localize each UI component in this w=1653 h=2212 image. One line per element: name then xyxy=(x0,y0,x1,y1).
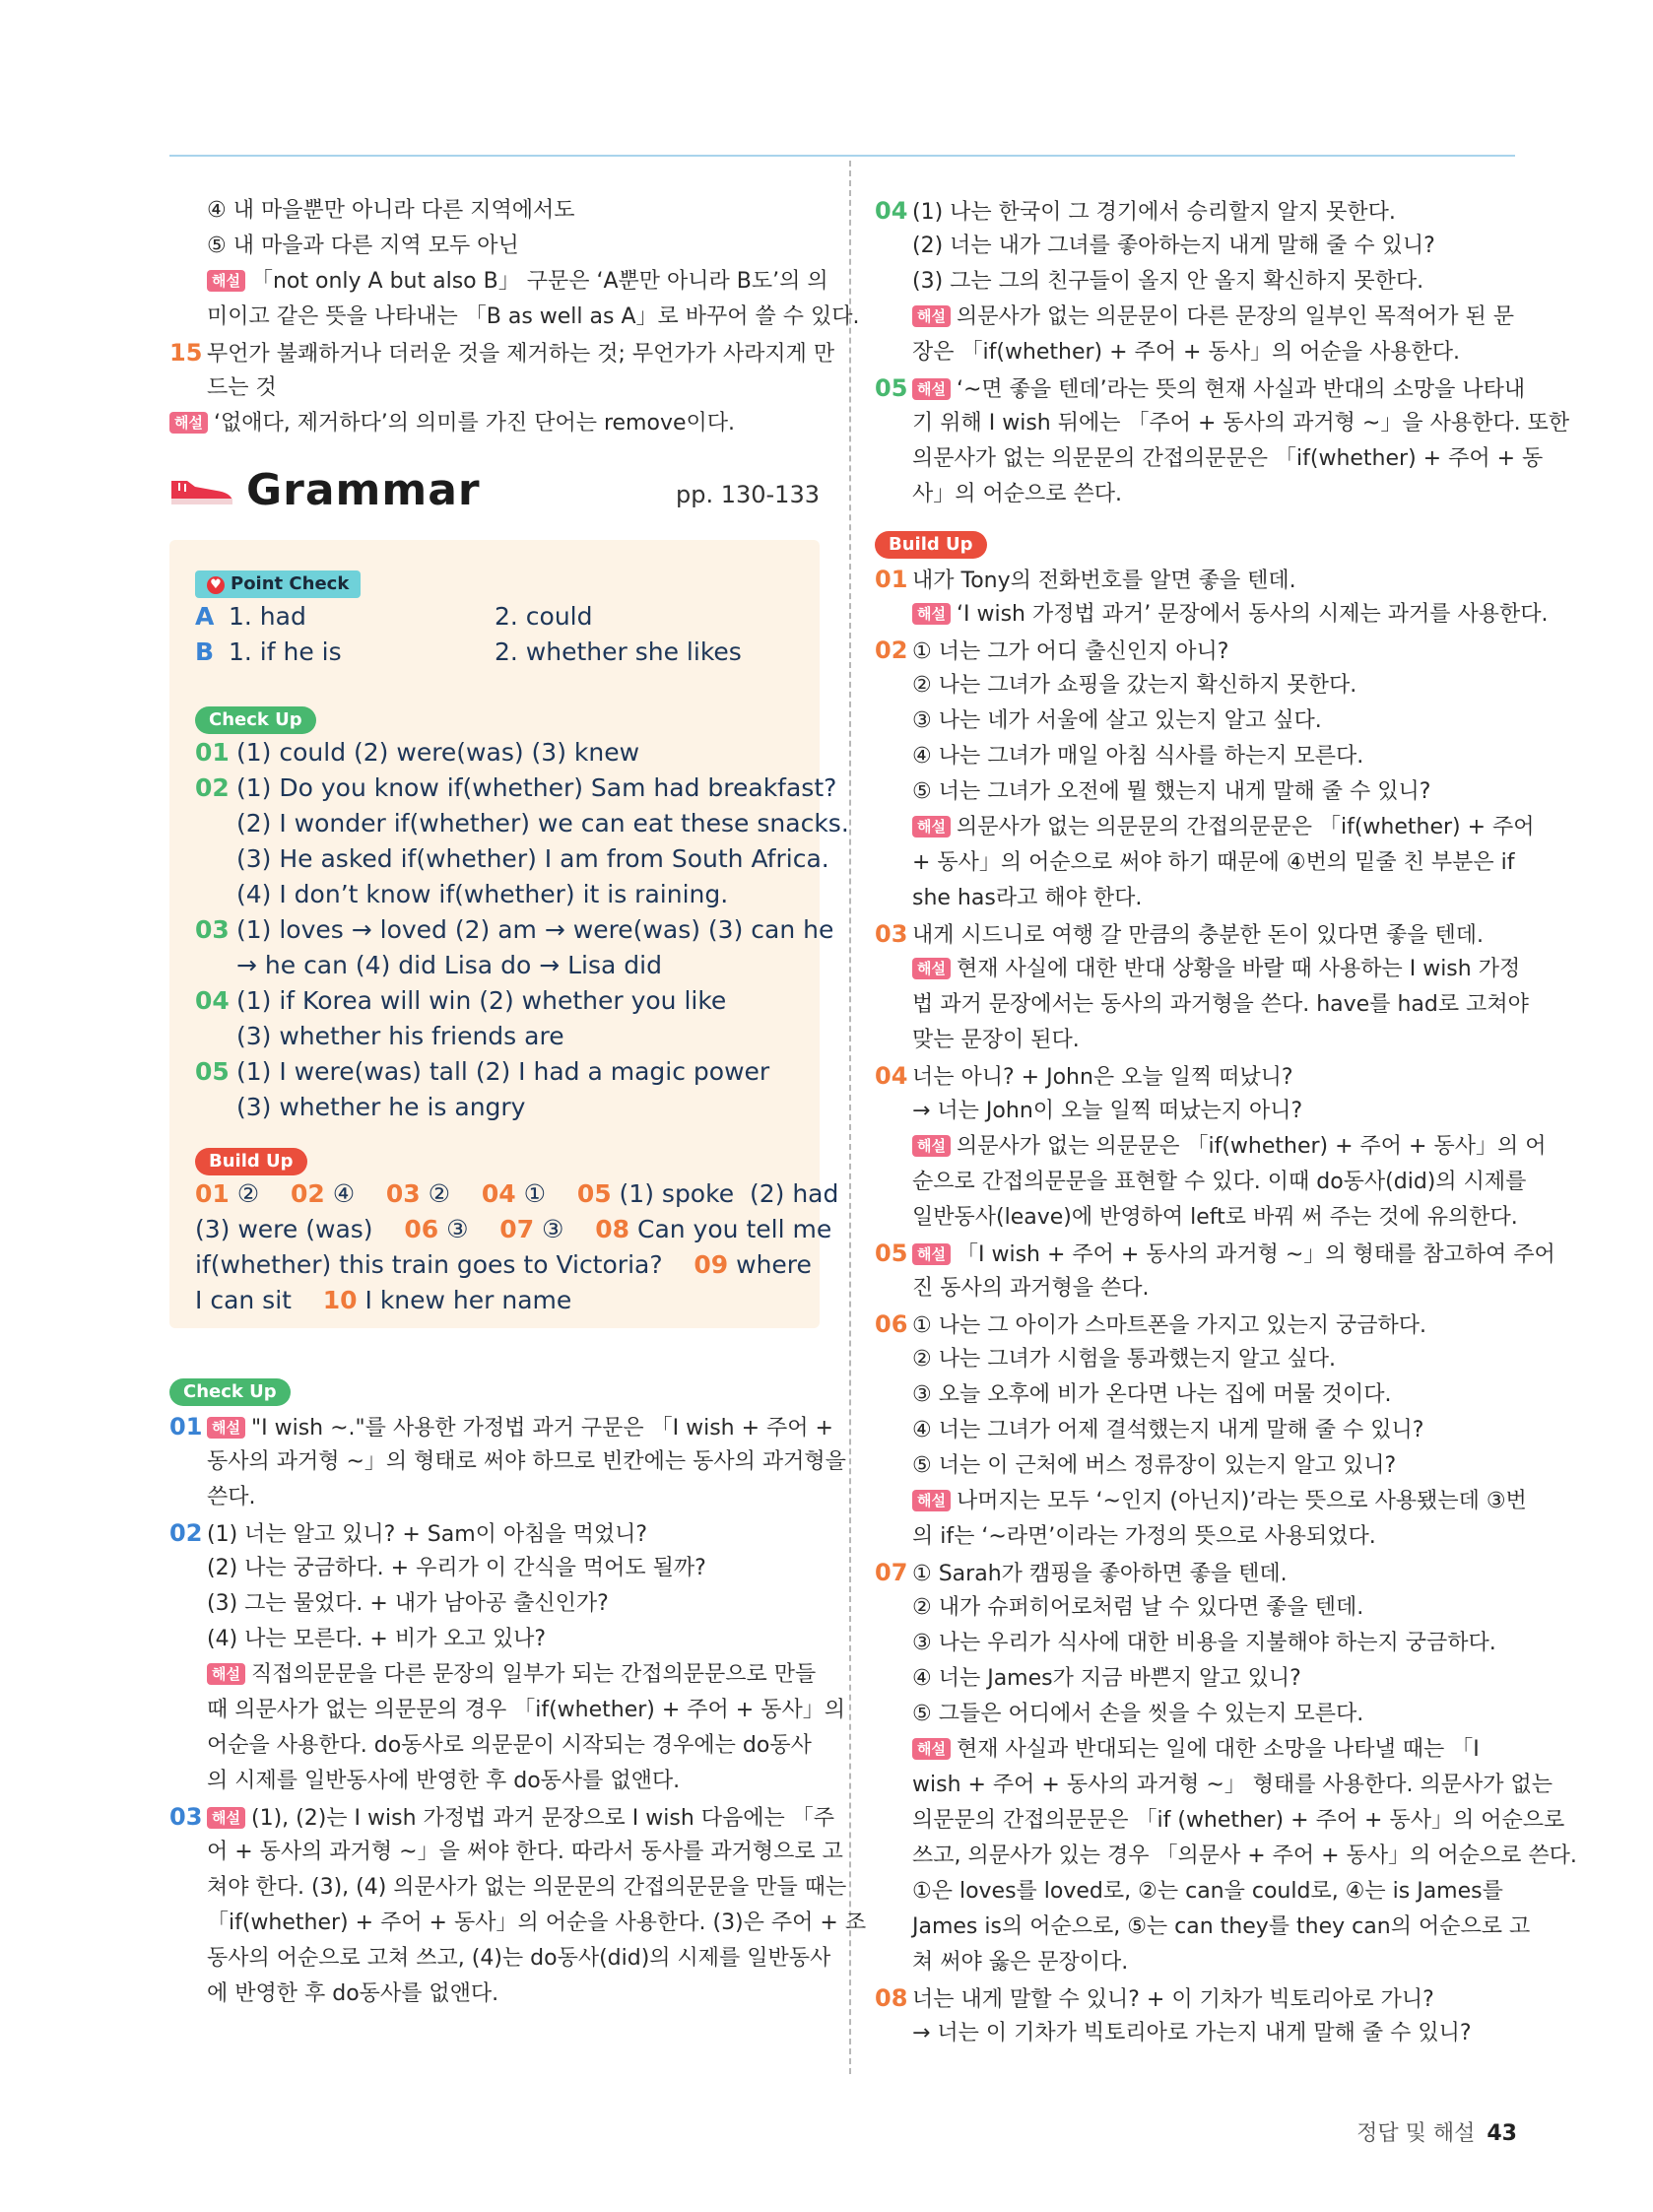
line-text: (1), (2)는 I wish 가정법 과거 문장으로 I wish 다음에는 「주 xyxy=(250,1806,835,1831)
explanation-tag: 해설 xyxy=(912,1738,951,1760)
text-line xyxy=(875,1129,1547,1165)
text-line xyxy=(875,1307,1517,1342)
text-line xyxy=(875,881,1517,916)
line-text: 의 if는 ‘~라면’이라는 가정의 뜻으로 사용되었다. xyxy=(912,1524,1376,1549)
text-line xyxy=(875,1839,1577,1874)
line-text: 동사의 어순으로 고쳐 쓰고, (4)는 do동사(did)의 시제를 일반동사 xyxy=(207,1946,831,1971)
build-up-answer-row xyxy=(195,1247,812,1283)
check-up-explanations-header xyxy=(169,1374,820,1409)
intro-line: ⑤ 내 마을과 다른 지역 모두 아닌 xyxy=(207,234,519,258)
check-up-explanations xyxy=(169,1409,867,2012)
text-line xyxy=(875,1377,1517,1413)
text-line xyxy=(875,1945,1517,1980)
line-text: 쓴다. xyxy=(207,1485,256,1509)
answer-text: ③ xyxy=(438,1215,500,1243)
build-up-answers xyxy=(195,1176,839,1318)
answer-text: ③ xyxy=(534,1215,596,1243)
item-number: 07 xyxy=(499,1215,535,1243)
text-line xyxy=(875,1413,1517,1448)
line-text: 너는 아니? + John은 오늘 일찍 떠났니? xyxy=(912,1065,1293,1090)
intro-explanation: 해설 「not only A but also B」 구문은 ‘A뿐만 아니라 B도’의 의 xyxy=(169,264,820,300)
check-up-answer xyxy=(195,1090,794,1125)
line-text: 쓰고, 의문사가 있는 경우 「의문사 + 주어 + 동사」의 어순으로 쓴다. xyxy=(912,1843,1577,1868)
explanation-tag: 해설 xyxy=(912,305,951,327)
answer-text: (1) if Korea will win (2) whether you like xyxy=(236,986,727,1015)
item-number: 05 xyxy=(195,1057,230,1086)
line-text: 어 + 동사의 과거형 ~」을 써야 한다. 따라서 동사를 과거형으로 고 xyxy=(207,1840,843,1864)
item-number: 06 xyxy=(875,1310,908,1338)
explanation-tag: 해설 xyxy=(207,1417,245,1439)
line-text: ④ 나는 그녀가 매일 아침 식사를 하는지 모른다. xyxy=(912,744,1364,769)
text-line xyxy=(875,1910,1531,1945)
line-text: ⑤ 너는 그녀가 오전에 뭘 했는지 내게 말해 줄 수 있니? xyxy=(912,779,1431,804)
build-up-explanations xyxy=(875,562,1577,2051)
text-line xyxy=(875,774,1517,810)
check-up-badge: Check Up xyxy=(195,706,316,734)
item-number: 04 xyxy=(875,1062,908,1090)
line-text: ①은 loves를 loved로, ②는 can을 could로, ④는 is James를 xyxy=(912,1879,1503,1904)
text-line xyxy=(169,1586,820,1622)
text-line xyxy=(875,229,1517,264)
check-up-answer xyxy=(195,983,794,1019)
answer-text: (1) loves → loved (2) am → were(was) (3) can he xyxy=(236,915,834,944)
line-text: 어순을 사용한다. do동사로 의문문이 시작되는 경우에는 do동사 xyxy=(207,1733,812,1758)
line-text: → 너는 이 기차가 빅토리아로 가는지 내게 말해 줄 수 있니? xyxy=(912,2021,1472,2045)
item-number: 01 xyxy=(875,566,908,593)
item-number: 05 xyxy=(875,1240,908,1267)
line-text: ① Sarah가 캠핑을 좋아하면 좋을 텐데. xyxy=(912,1562,1288,1586)
check-up-answer xyxy=(195,1054,794,1090)
item-number: 04 xyxy=(195,986,230,1015)
top-rule xyxy=(169,155,1515,157)
point-check-badge: ♥ Point Check xyxy=(195,570,361,598)
page-number: 43 xyxy=(1487,2121,1517,2146)
explanation-tag: 해설 xyxy=(912,603,951,625)
line-text: 「if(whether) + 주어 + 동사」의 어순을 사용한다. (3)은 주어 + 조 xyxy=(207,1910,867,1935)
explanation-tag: 해설 xyxy=(169,412,208,434)
line-text: 때 의문사가 없는 의문문의 경우 「if(whether) + 주어 + 동사」의 xyxy=(207,1698,845,1722)
text-line xyxy=(875,597,1549,633)
check-up-answer xyxy=(195,912,834,948)
grammar-section-header xyxy=(169,451,820,540)
text-line xyxy=(169,1977,820,2012)
line-text: (1) 나는 한국이 그 경기에서 승리할지 알지 못한다. xyxy=(912,200,1396,225)
text-line xyxy=(169,1622,820,1657)
answer-text: (3) whether he is angry xyxy=(236,1093,526,1121)
line-text: (2) 나는 궁금하다. + 우리가 이 간식을 먹어도 될까? xyxy=(207,1556,706,1580)
item-number: 05 xyxy=(576,1179,612,1208)
line-text: 의문문의 간접의문문은 「if (whether) + 주어 + 동사」의 어순으로 xyxy=(912,1808,1565,1833)
line-text: 진 동사의 과거형을 쓴다. xyxy=(912,1276,1150,1301)
text-line xyxy=(875,1484,1527,1519)
text-line xyxy=(875,370,1526,406)
line-text: → 너는 John이 오늘 일찍 떠났는지 아니? xyxy=(912,1099,1303,1123)
text-line xyxy=(875,2016,1517,2051)
text-line xyxy=(875,477,1517,512)
text-line xyxy=(875,987,1529,1023)
text-line xyxy=(875,335,1517,370)
explanation-tag: 해설 xyxy=(207,1663,245,1685)
text-line xyxy=(875,193,1517,229)
check-up-answer xyxy=(195,771,837,806)
check-up-badge: Check Up xyxy=(169,1378,291,1406)
answer-text: (1) Do you know if(whether) Sam had breakfast? xyxy=(236,773,837,802)
line-text: 맞는 문장이 된다. xyxy=(912,1028,1080,1052)
line-text: 사」의 어순으로 쓴다. xyxy=(912,482,1122,506)
line-text: 순으로 간접의문문을 표현할 수 있다. 이때 do동사(did)의 시제를 xyxy=(912,1170,1527,1194)
check-up-header xyxy=(195,700,794,735)
check-up-answer xyxy=(195,948,794,983)
answer-text: where xyxy=(728,1250,812,1279)
text-line xyxy=(875,1803,1565,1839)
line-text: 쳐 써야 옳은 문장이다. xyxy=(912,1950,1129,1975)
explanation-tag: 해설 xyxy=(912,1490,951,1511)
line-text: 현재 사실에 대한 반대 상황을 바랄 때 사용하는 I wish 가정 xyxy=(956,957,1521,981)
explanation-tag: 해설 xyxy=(912,378,951,400)
text-line xyxy=(169,1799,835,1835)
answer-text: ④ xyxy=(324,1179,386,1208)
line-text: 내가 Tony의 전화번호를 알면 좋을 텐데. xyxy=(912,569,1296,593)
text-line xyxy=(169,1941,831,1977)
line-text: ‘I wish 가정법 과거’ 문장에서 동사의 시제는 과거를 사용한다. xyxy=(956,602,1549,627)
line-text: ② 나는 그녀가 쇼핑을 갔는지 확신하지 못한다. xyxy=(912,673,1357,698)
page-range: pp. 130-133 xyxy=(675,481,820,508)
text-line xyxy=(875,1626,1517,1661)
line-text: James is의 어순으로, ⑤는 can they를 they can의 어순으로 고 xyxy=(912,1914,1531,1939)
line-text: (3) 그는 그의 친구들이 올지 안 올지 확신하지 못한다. xyxy=(912,269,1424,294)
line-text: 기 위해 I wish 뒤에는 「주어 + 동사의 과거형 ~」을 사용한다. 또한 xyxy=(912,411,1570,436)
build-up-answer-row xyxy=(195,1283,794,1318)
build-up-badge: Build Up xyxy=(875,531,987,559)
item-number: 01 xyxy=(169,1413,203,1441)
text-line xyxy=(169,1693,845,1728)
answer-text: ① xyxy=(515,1179,577,1208)
check-up-answer xyxy=(195,841,829,877)
footer-label: 정답 및 해설 xyxy=(1356,2121,1476,2146)
text-line xyxy=(875,845,1517,881)
right-column xyxy=(875,193,1577,2051)
text-line xyxy=(875,810,1535,845)
explanation-tag: 해설 xyxy=(912,816,951,838)
line-text: (1) 너는 알고 있니? + Sam이 아침을 먹었니? xyxy=(207,1522,648,1547)
line-text: 나머지는 모두 ‘~인지 (아닌지)’라는 뜻으로 사용됐는데 ③번 xyxy=(956,1489,1527,1513)
answer-text: Can you tell me xyxy=(629,1215,832,1243)
text-line xyxy=(875,704,1517,739)
answer-text: → he can (4) did Lisa do → Lisa did xyxy=(236,951,662,979)
text-line xyxy=(169,1906,867,1941)
item-number: 05 xyxy=(875,374,908,402)
line-text: "I wish ~."를 사용한 가정법 과거 구문은 「I wish + 주어 + xyxy=(250,1416,833,1441)
item-number: 04 xyxy=(875,197,908,225)
item-number: 03 xyxy=(169,1803,203,1831)
line-text: 일반동사(leave)에 반영하여 left로 바꿔 써 주는 것에 유의한다. xyxy=(912,1205,1518,1230)
text-line xyxy=(875,1165,1527,1200)
line-text: 장은 「if(whether) + 주어 + 동사」의 어순을 사용한다. xyxy=(912,340,1460,365)
text-line xyxy=(875,1661,1517,1697)
text-line xyxy=(875,1980,1517,2016)
answer-text: (2) I wonder if(whether) we can eat these snacks. xyxy=(236,809,849,838)
explanation-tag: 해설 xyxy=(912,1243,951,1265)
item-number: 15 xyxy=(169,339,203,367)
text-line xyxy=(169,1444,846,1480)
answer-box xyxy=(169,540,849,1328)
item-number: 08 xyxy=(595,1215,630,1243)
page-footer xyxy=(1356,2116,1517,2147)
line-text: 의 시제를 일반동사에 반영한 후 do동사를 없앤다. xyxy=(207,1769,681,1793)
answer-text: (3) whether his friends are xyxy=(236,1022,564,1050)
line-text: (2) 너는 내가 그녀를 좋아하는지 내게 말해 줄 수 있니? xyxy=(912,234,1435,258)
text-line xyxy=(875,1023,1517,1058)
text-line xyxy=(875,1236,1555,1271)
line-text: 「I wish + 주어 + 동사의 과거형 ~」의 형태를 참고하여 주어 xyxy=(956,1242,1555,1267)
text-line xyxy=(875,952,1521,987)
item-number: 10 xyxy=(322,1286,358,1314)
line-text: 의문사가 없는 의문문은 「if(whether) + 주어 + 동사」의 어 xyxy=(956,1134,1547,1159)
text-line xyxy=(169,1835,843,1870)
line-text: 의문사가 없는 의문문이 다른 문장의 일부인 목적어가 된 문 xyxy=(956,304,1514,329)
text-line xyxy=(875,1874,1517,1910)
line-text: she has라고 해야 한다. xyxy=(912,886,1143,910)
item-number: 02 xyxy=(169,1519,203,1547)
line-text: 의문사가 없는 의문문의 간접의문문은 「if(whether) + 주어 + 동 xyxy=(912,446,1544,471)
text-line xyxy=(875,1200,1517,1236)
line-text: ② 내가 슈퍼히어로처럼 날 수 있다면 좋을 텐데. xyxy=(912,1595,1364,1620)
item-number: 03 xyxy=(195,915,230,944)
answer-text: (1) could (2) were(was) (3) knew xyxy=(236,738,640,767)
build-up-explanations-header xyxy=(875,526,1517,562)
explanation-tag: 해설 xyxy=(207,1807,245,1829)
explanation-tag: 해설 xyxy=(912,958,951,979)
line-text: 쳐야 한다. (3), (4) 의문사가 없는 의문문의 간접의문문을 만들 때는 xyxy=(207,1875,847,1900)
line-text: 내게 시드니로 여행 갈 만큼의 충분한 돈이 있다면 좋을 텐데. xyxy=(912,923,1484,948)
text-line xyxy=(875,668,1517,704)
explanation-tag: 해설 xyxy=(912,1135,951,1157)
check-up-explanations-cont xyxy=(875,193,1570,512)
line-text: + 동사」의 어순으로 써야 하기 때문에 ④번의 밑줄 친 부분은 if xyxy=(912,850,1515,875)
heart-icon: ♥ xyxy=(207,576,225,594)
check-up-answer xyxy=(195,806,849,841)
point-check-row: B 1. if he is 2. whether she likes xyxy=(195,637,742,666)
line-text: (4) 나는 모른다. + 비가 오고 있나? xyxy=(207,1627,546,1651)
line-text: 에 반영한 후 do동사를 없앤다. xyxy=(207,1981,499,2006)
answer-text: (1) I were(was) tall (2) I had a magic power xyxy=(236,1057,770,1086)
line-text: ④ 너는 James가 지금 바쁜지 알고 있니? xyxy=(912,1666,1301,1691)
text-line xyxy=(875,300,1517,335)
text-line xyxy=(169,1764,820,1799)
text-line xyxy=(875,264,1517,300)
item-number: 07 xyxy=(875,1559,908,1586)
text-line xyxy=(169,1657,820,1693)
line-text: 동사의 과거형 ~」의 형태로 써야 하므로 빈칸에는 동사의 과거형을 xyxy=(207,1449,846,1474)
item-number: 09 xyxy=(694,1250,729,1279)
line-text: ④ 너는 그녀가 어제 결석했는지 내게 말해 줄 수 있니? xyxy=(912,1418,1424,1442)
text-line xyxy=(875,406,1570,441)
text-line xyxy=(875,916,1517,952)
intro-line: ④ 내 마을뿐만 아니라 다른 지역에서도 xyxy=(207,198,575,223)
answer-text: (3) He asked if(whether) I am from South Africa. xyxy=(236,844,829,873)
line-text: 의문사가 없는 의문문의 간접의문문은 「if(whether) + 주어 xyxy=(956,815,1535,839)
sneaker-icon xyxy=(169,471,234,506)
line-text: ⑤ 너는 이 근처에 버스 정류장이 있는지 알고 있니? xyxy=(912,1453,1397,1478)
check-up-answers xyxy=(195,735,849,1125)
text-line xyxy=(875,441,1544,477)
line-text: ① 나는 그 아이가 스마트폰을 가지고 있는지 궁금하다. xyxy=(912,1313,1426,1338)
point-check-row: A 1. had 2. could xyxy=(195,602,593,631)
question-15-cont: 드는 것 xyxy=(207,375,277,400)
item-number: 03 xyxy=(385,1179,421,1208)
line-text: (3) 그는 물었다. + 내가 남아공 출신인가? xyxy=(207,1591,609,1616)
text-line xyxy=(875,1058,1517,1094)
text-line xyxy=(169,1515,820,1551)
answer-text: (1) spoke (2) had xyxy=(611,1179,839,1208)
text-line xyxy=(875,739,1517,774)
text-line xyxy=(169,1551,820,1586)
build-up-answer-row xyxy=(195,1176,839,1212)
text-line xyxy=(169,1870,847,1906)
text-line xyxy=(875,1555,1517,1590)
line-text: ③ 오늘 오후에 비가 온다면 나는 집에 머물 것이다. xyxy=(912,1382,1392,1407)
item-number: 06 xyxy=(404,1215,439,1243)
text-line xyxy=(875,1342,1517,1377)
line-text: ③ 나는 네가 서울에 살고 있는지 알고 싶다. xyxy=(912,708,1322,733)
text-line xyxy=(875,1732,1517,1768)
text-line xyxy=(875,633,1517,668)
answer-text: I knew her name xyxy=(357,1286,572,1314)
line-text: 너는 내게 말할 수 있니? + 이 기차가 빅토리아로 가니? xyxy=(912,1987,1434,2012)
line-text: ③ 나는 우리가 식사에 대한 비용을 지불해야 하는지 궁금하다. xyxy=(912,1631,1496,1655)
item-number: 02 xyxy=(875,637,908,664)
item-number: 01 xyxy=(195,1179,230,1208)
item-number: 04 xyxy=(481,1179,516,1208)
check-up-answer xyxy=(195,735,794,771)
text-line xyxy=(875,1271,1517,1307)
explanation-tag: 해설 xyxy=(207,270,245,292)
text-line xyxy=(875,562,1517,597)
line-text: ① 너는 그가 어디 출신인지 아니? xyxy=(912,639,1229,664)
build-up-badge: Build Up xyxy=(195,1148,307,1175)
question-15-explanation: 해설 ‘없애다, 제거하다’의 의미를 가진 단어는 remove이다. xyxy=(169,406,820,441)
line-text: 법 과거 문장에서는 동사의 과거형을 쓴다. have를 had로 고쳐야 xyxy=(912,992,1529,1017)
text-line xyxy=(875,1519,1517,1555)
item-number: 08 xyxy=(875,1984,908,2012)
text-line xyxy=(169,1480,820,1515)
text-line xyxy=(875,1094,1517,1129)
line-text: 직접의문문을 다른 문장의 일부가 되는 간접의문문으로 만들 xyxy=(250,1662,817,1687)
line-text: ‘~면 좋을 텐데’라는 뜻의 현재 사실과 반대의 소망을 나타내 xyxy=(956,377,1526,402)
item-number: 01 xyxy=(195,738,230,767)
text-line xyxy=(875,1768,1554,1803)
item-number: 02 xyxy=(290,1179,325,1208)
answer-text: (3) were (was) xyxy=(195,1215,405,1243)
answer-text: (4) I don’t know if(whether) it is raining. xyxy=(236,880,729,908)
check-up-answer xyxy=(195,1019,794,1054)
line-text: 현재 사실과 반대되는 일에 대한 소망을 나타낼 때는 「I xyxy=(956,1737,1480,1762)
answer-text: ② xyxy=(420,1179,482,1208)
answer-text: ② xyxy=(229,1179,291,1208)
check-up-answer xyxy=(195,877,794,912)
line-text: wish + 주어 + 동사의 과거형 ~」 형태를 사용한다. 의문사가 없는 xyxy=(912,1773,1554,1797)
answer-text: I can sit xyxy=(195,1286,323,1314)
answer-text: if(whether) this train goes to Victoria? xyxy=(195,1250,694,1279)
item-number: 02 xyxy=(195,773,230,802)
intro-line: 미이고 같은 뜻을 나타내는 「B as well as A」로 바꾸어 쓸 수 있다. xyxy=(207,304,860,329)
left-column xyxy=(169,193,867,2012)
text-line xyxy=(169,1728,820,1764)
line-text: ⑤ 그들은 어디에서 손을 씻을 수 있는지 모른다. xyxy=(912,1702,1364,1726)
build-up-answer-row xyxy=(195,1212,832,1247)
text-line xyxy=(875,1448,1517,1484)
text-line xyxy=(875,1590,1517,1626)
text-line xyxy=(875,1697,1517,1732)
column-divider xyxy=(849,161,851,2074)
question-15: 15 무언가 불쾌하거나 더러운 것을 제거하는 것; 무언가가 사라지게 만 xyxy=(169,335,820,370)
item-number: 03 xyxy=(875,920,908,948)
point-check-header xyxy=(195,564,794,599)
build-up-header xyxy=(195,1141,794,1176)
grammar-title: Grammar xyxy=(246,465,481,515)
text-line xyxy=(169,1409,833,1444)
line-text: ② 나는 그녀가 시험을 통과했는지 알고 싶다. xyxy=(912,1347,1336,1372)
